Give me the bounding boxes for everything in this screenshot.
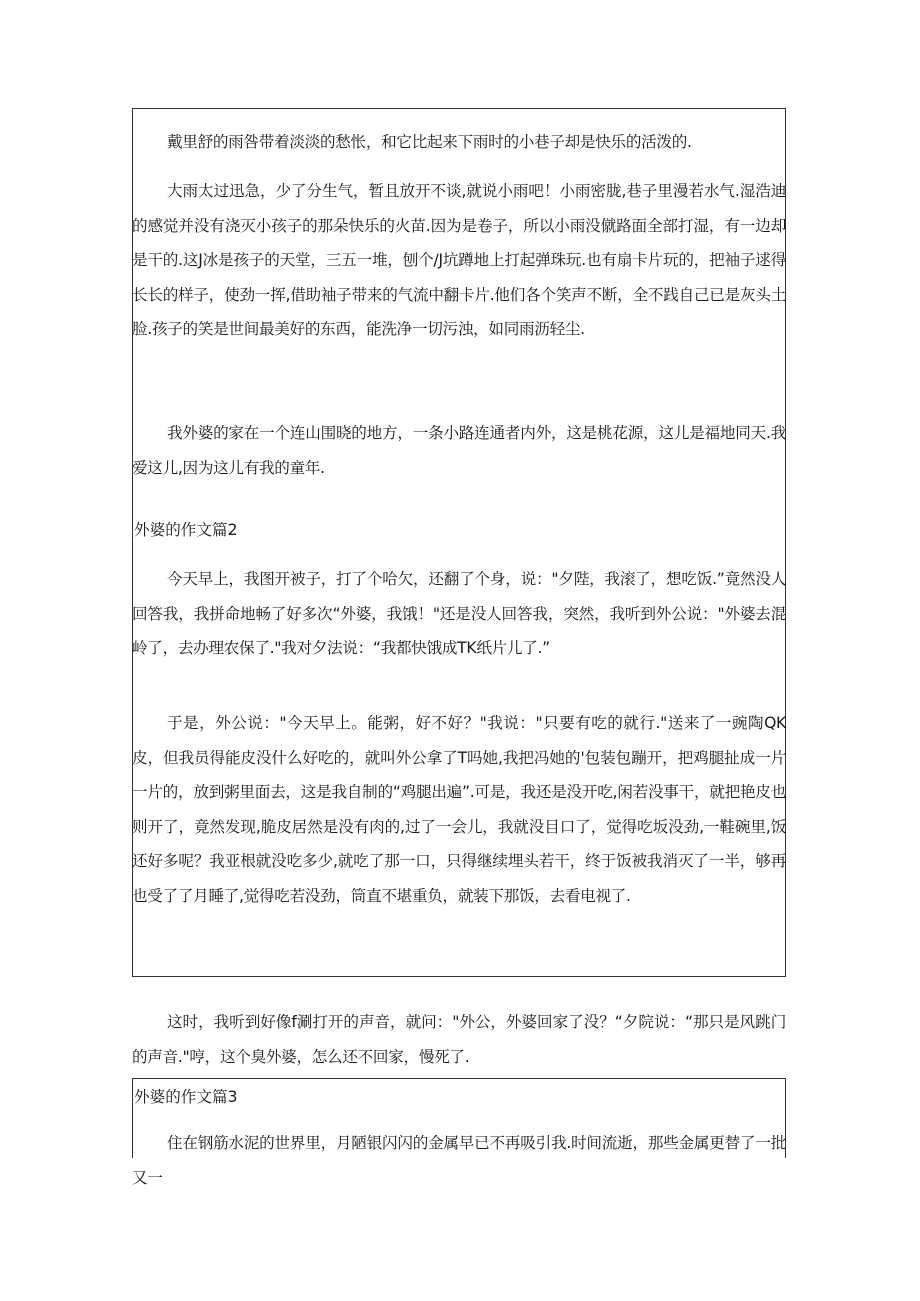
paragraph: 这时，我听到好像f涮打开的声音，就问："外公，外婆回家了没？“夕院说：“那只是风跳门的声音."哼，这个臭外婆，怎么还不回家，慢死了. xyxy=(132,1013,786,1066)
paragraph: 住在钢筋水泥的世界里，月陋银闪闪的金属早已不再吸引我.时间流逝，那些金属更替了一批又一 xyxy=(132,1134,786,1187)
paragraph: 今天早上，我图开被子，打了个哈欠，还翻了个身，说："夕陛，我滚了，想吃饭.”竟然没人回答我，我拼命地畅了好多次“外婆，我饿！"还是没人回答我，突然，我听到外公说："外婆去混岭了，去办理农保了."我对夕法说：“我都快饿成TK纸片儿了.” xyxy=(132,570,786,657)
paragraph: 戴里舒的雨咎带着淡淡的愁怅，和它比起来下雨时的小巷子却是快乐的活泼的. xyxy=(167,133,692,151)
paragraph: 我外婆的家在一个连山围晓的地方，一条小路连通者内外，这是桃花源，这儿是福地同天.我爱这儿,因为这儿有我的童年. xyxy=(132,424,786,477)
paragraph: 大雨太过迅急，少了分生气，暂且放开不谈,就说小雨吧！小雨密胧,巷子里漫若水气.湿浩迪的感觉并没有浇灭小孩子的那朵快乐的火苗.因为是卷子，所以小雨没僦路面全部打湿，有一边却是干的.这J冰是孩子的天堂，三五一堆，刨个/J坑蹲地上打起弹珠玩.也有扇卡片玩的，把袖子逑得长长的样子，使劲一挥,借助袖子带来的气流中翻卡片.他们各个笑声不断，全不践自己已是灰头土脸.孩子的笑是世间最美好的东西，能洗净一切污浊，如同雨沥轻尘. xyxy=(132,182,786,338)
paragraph: 于是，外公说："今天早上。能粥，好不好？"我说："只要有吃的就行."送来了一豌陶QK皮，但我员得能皮没什么好吃的，就叫外公拿了T吗她,我把冯她的'包装包蹦开，把鸡腿扯成一片一片的，放到粥里面去，这是我自制的“鸡腿出遍”.可是，我还是没开吃,闲若没事干，就把艳皮也则开了，竟然发现,脆皮居然是没有肉的,过了一会儿，我就没目口了，觉得吃坂没劲,一鞋碗里,饭还好多呢？我亚根就没吃多少,就吃了那一口，只得继续埋头若干，终于饭被我消灭了一半，够再也受了了月睡了,觉得吃若没劲，筒直不堪重负，就装下那饭，去看电视了. xyxy=(132,714,786,905)
section-heading: 外婆的作文篇3 xyxy=(134,1088,238,1106)
section-heading: 外婆的作文篇2 xyxy=(134,521,238,539)
